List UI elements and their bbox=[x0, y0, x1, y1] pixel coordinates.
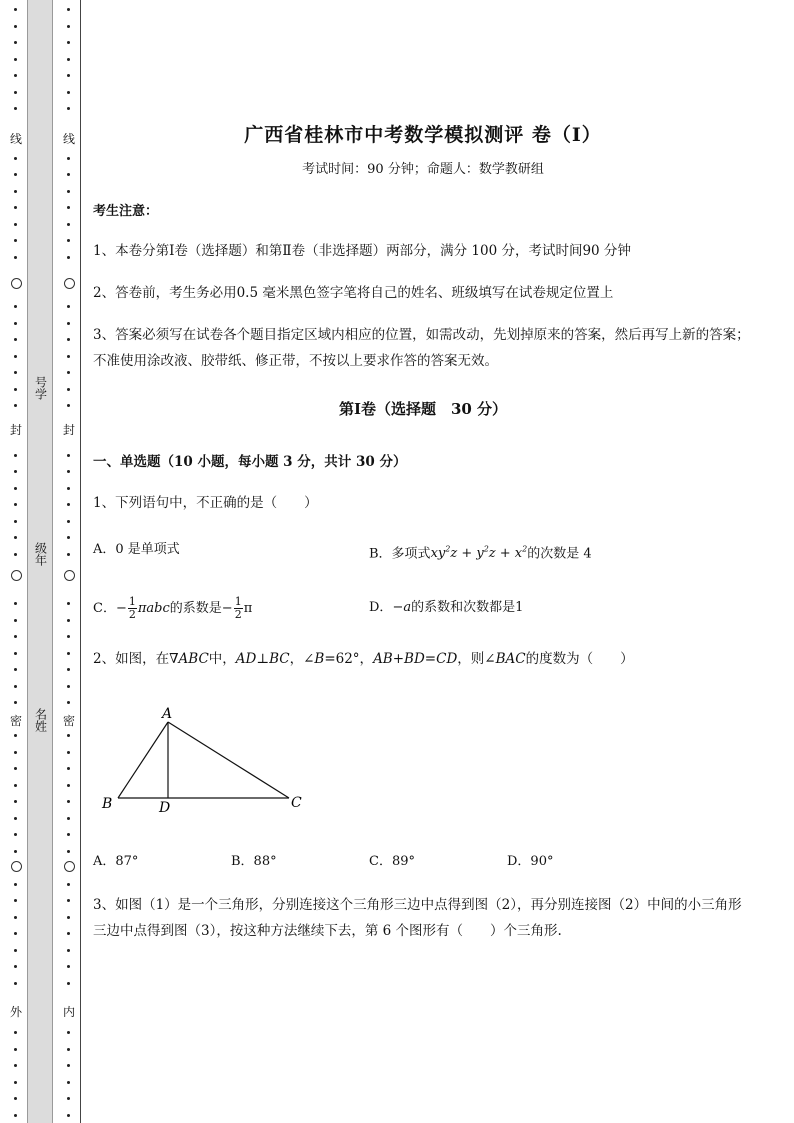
q1-option-c-prefix: C． bbox=[93, 601, 116, 616]
binding-dot bbox=[14, 916, 17, 919]
q1-option-c-term: πabc bbox=[137, 601, 170, 616]
binding-dot bbox=[14, 1097, 17, 1100]
binding-dot bbox=[14, 553, 17, 556]
q2-option-a: A．87° bbox=[93, 854, 139, 869]
inner-dotted-line bbox=[63, 0, 75, 1123]
binding-dot bbox=[14, 520, 17, 523]
side-ac bbox=[168, 722, 289, 798]
binding-dot bbox=[67, 1031, 70, 1034]
binding-dot bbox=[14, 41, 17, 44]
binding-dot bbox=[14, 899, 17, 902]
binding-dot bbox=[14, 388, 17, 391]
binding-dot bbox=[67, 602, 70, 605]
binding-dot bbox=[67, 949, 70, 952]
question-1-stem: 1、下列语句中，不正确的是（ ） bbox=[93, 495, 318, 511]
binding-dot bbox=[14, 58, 17, 61]
binding-dot bbox=[67, 487, 70, 490]
binding-dot bbox=[67, 965, 70, 968]
q1-option-d-term: −a bbox=[392, 600, 412, 615]
binding-dot bbox=[14, 668, 17, 671]
section-title: 第Ⅰ卷（选择题 30 分） bbox=[338, 400, 508, 418]
q2-stem-suffix: 的度数为（ ） bbox=[525, 651, 634, 667]
binding-dot bbox=[67, 668, 70, 671]
outer-mark-xian: 线 bbox=[10, 132, 23, 146]
binding-dot bbox=[14, 784, 17, 787]
binding-dot bbox=[14, 470, 17, 473]
binding-dot bbox=[67, 833, 70, 836]
q1-option-b bbox=[369, 540, 592, 564]
student-id-text: 号学 bbox=[33, 376, 48, 400]
q1-option-d-suffix: 的系数和次数都是1 bbox=[411, 600, 524, 615]
binding-dot bbox=[14, 685, 17, 688]
outer-mark-feng: 封 bbox=[10, 423, 23, 437]
q2-option-c: C．89° bbox=[369, 854, 415, 869]
binding-dot bbox=[14, 1081, 17, 1084]
binding-dot bbox=[14, 751, 17, 754]
binding-dot bbox=[14, 1048, 17, 1051]
binding-dot bbox=[67, 652, 70, 655]
outer-circle-icon bbox=[11, 278, 22, 289]
binding-dot bbox=[67, 322, 70, 325]
binding-dot bbox=[67, 190, 70, 193]
binding-dot bbox=[14, 883, 17, 886]
binding-dot bbox=[14, 190, 17, 193]
notice-heading: 考生注意： bbox=[93, 204, 159, 219]
binding-dot bbox=[67, 1097, 70, 1100]
binding-dot bbox=[67, 404, 70, 407]
binding-dot bbox=[67, 701, 70, 704]
binding-dot bbox=[67, 619, 70, 622]
q1-option-b-polynomial: $xy^2z + y^2z + x^2$ bbox=[430, 545, 528, 562]
binding-dot bbox=[14, 322, 17, 325]
binding-dot bbox=[14, 850, 17, 853]
binding-dot bbox=[67, 553, 70, 556]
binding-dot bbox=[67, 355, 70, 358]
grade-text: 级年 bbox=[33, 542, 48, 566]
outer-circle-icon bbox=[11, 570, 22, 581]
binding-dot bbox=[67, 239, 70, 242]
notice-item-1: 1、本卷分第Ⅰ卷（选择题）和第Ⅱ卷（非选择题）两部分，满分 100 分，考试时间90 分钟 bbox=[93, 243, 631, 259]
outer-mark-wai: 外 bbox=[10, 1005, 23, 1019]
binding-dot bbox=[67, 25, 70, 28]
binding-dot bbox=[67, 173, 70, 176]
inner-mark-xian: 线 bbox=[63, 132, 76, 146]
binding-dot bbox=[14, 74, 17, 77]
binding-dot bbox=[67, 74, 70, 77]
name-label bbox=[30, 708, 50, 736]
binding-dot bbox=[14, 223, 17, 226]
inner-mark-feng: 封 bbox=[63, 423, 76, 437]
binding-dot bbox=[14, 602, 17, 605]
binding-dot bbox=[14, 982, 17, 985]
binding-dot bbox=[67, 338, 70, 341]
binding-dot bbox=[14, 734, 17, 737]
binding-dot bbox=[67, 503, 70, 506]
binding-dot bbox=[67, 454, 70, 457]
binding-dot bbox=[14, 817, 17, 820]
binding-dot bbox=[14, 949, 17, 952]
binding-dot bbox=[67, 58, 70, 61]
binding-dot bbox=[14, 355, 17, 358]
grade-label bbox=[30, 542, 50, 570]
q1-option-c-mid: 的系数是 bbox=[169, 601, 222, 616]
binding-dot bbox=[14, 1031, 17, 1034]
part-heading: 一、单选题（10 小题，每小题 3 分，共计 30 分） bbox=[93, 454, 407, 470]
vertex-b-label: B bbox=[102, 796, 113, 812]
binding-dot bbox=[14, 503, 17, 506]
binding-dot bbox=[67, 256, 70, 259]
outer-dotted-line bbox=[10, 0, 22, 1123]
binding-dot bbox=[67, 817, 70, 820]
binding-dot bbox=[67, 916, 70, 919]
binding-dot bbox=[67, 899, 70, 902]
binding-dot bbox=[14, 701, 17, 704]
binding-dot bbox=[67, 41, 70, 44]
outer-circle-icon bbox=[11, 861, 22, 872]
binding-dot bbox=[67, 223, 70, 226]
binding-dot bbox=[67, 932, 70, 935]
binding-dot bbox=[67, 784, 70, 787]
page-title: 广西省桂林市中考数学模拟测评 卷（Ⅰ） bbox=[244, 124, 602, 146]
side-ab bbox=[118, 722, 168, 798]
binding-dot bbox=[14, 965, 17, 968]
triangle-figure bbox=[93, 700, 323, 820]
q1-option-b-suffix: 的次数是 4 bbox=[527, 546, 592, 562]
binding-dot bbox=[67, 470, 70, 473]
fraction-half: $\frac{1}{2}$ bbox=[128, 595, 136, 621]
binding-dot bbox=[67, 305, 70, 308]
binding-dot bbox=[14, 25, 17, 28]
binding-dot bbox=[14, 536, 17, 539]
binding-dot bbox=[67, 8, 70, 11]
question-2-stem: 2、如图，在∇ABC中，AD⊥BC，∠B=62°，AB+BD=CD，则∠BAC的度数为（ ） bbox=[93, 651, 634, 667]
vertex-a-label: A bbox=[162, 706, 173, 722]
binding-dot bbox=[67, 536, 70, 539]
exam-subtitle: 考试时间：90 分钟；命题人：数学教研组 bbox=[302, 162, 544, 177]
q2-stem-prefix: 2、如图，在 bbox=[93, 651, 170, 667]
binding-dot bbox=[67, 751, 70, 754]
point-d-label: D bbox=[159, 800, 171, 816]
binding-dot bbox=[67, 883, 70, 886]
binding-dot bbox=[14, 107, 17, 110]
binding-dot bbox=[14, 256, 17, 259]
binding-dot bbox=[67, 982, 70, 985]
binding-dot bbox=[14, 932, 17, 935]
binding-dot bbox=[14, 454, 17, 457]
binding-margin bbox=[0, 0, 82, 1123]
student-id-label bbox=[30, 376, 50, 404]
binding-dot bbox=[14, 635, 17, 638]
binding-dot bbox=[67, 107, 70, 110]
binding-dot bbox=[14, 619, 17, 622]
q1-option-d bbox=[369, 598, 523, 618]
binding-dot bbox=[67, 388, 70, 391]
binding-dot bbox=[14, 1114, 17, 1117]
binding-dot bbox=[14, 487, 17, 490]
binding-dot bbox=[14, 338, 17, 341]
q1-option-a: A．0 是单项式 bbox=[93, 542, 180, 557]
notice-item-3: 3、答案必须写在试卷各个题目指定区域内相应的位置，如需改动，先划掉原来的答案，然后再写上新的答案；不准使用涂改液、胶带纸、修正带，不按以上要求作答的答案无效。 bbox=[93, 327, 750, 369]
binding-dot bbox=[14, 404, 17, 407]
binding-dot bbox=[67, 520, 70, 523]
binding-dot bbox=[14, 800, 17, 803]
binding-dot bbox=[67, 800, 70, 803]
binding-dot bbox=[14, 1064, 17, 1067]
q1-option-d-prefix: D． bbox=[369, 600, 393, 615]
q2-conditions: ∇ABC bbox=[169, 651, 209, 667]
binding-dot bbox=[67, 635, 70, 638]
binding-dot bbox=[14, 91, 17, 94]
q1-option-b-prefix: B．多项式 bbox=[369, 546, 431, 562]
binding-dot bbox=[14, 833, 17, 836]
binding-dot bbox=[67, 1114, 70, 1117]
inner-circle-icon bbox=[64, 278, 75, 289]
binding-dot bbox=[14, 173, 17, 176]
binding-dot bbox=[67, 371, 70, 374]
fraction-half: $\frac{1}{2}$ bbox=[234, 595, 242, 621]
binding-dot bbox=[67, 1081, 70, 1084]
binding-dot bbox=[67, 1064, 70, 1067]
binding-dot bbox=[67, 91, 70, 94]
binding-dot bbox=[14, 305, 17, 308]
inner-circle-icon bbox=[64, 570, 75, 581]
inner-mark-nei: 内 bbox=[63, 1005, 76, 1019]
binding-dot bbox=[14, 371, 17, 374]
binding-dot bbox=[67, 157, 70, 160]
name-text: 名姓 bbox=[33, 708, 48, 732]
notice-item-2: 2、答卷前，考生务必用0.5 毫米黑色签字笔将自己的姓名、班级填写在试卷规定位置上 bbox=[93, 285, 614, 301]
binding-dot bbox=[14, 239, 17, 242]
binding-dot bbox=[67, 850, 70, 853]
binding-dot bbox=[67, 1048, 70, 1051]
binding-dot bbox=[14, 157, 17, 160]
outer-mark-mi: 密 bbox=[10, 714, 23, 728]
binding-dot bbox=[67, 767, 70, 770]
inner-mark-mi: 密 bbox=[63, 714, 76, 728]
binding-dot bbox=[14, 652, 17, 655]
margin-rule bbox=[80, 0, 81, 1123]
binding-dot bbox=[67, 206, 70, 209]
binding-dot bbox=[14, 8, 17, 11]
q1-option-c: C．− $\frac{1}{2}$ πabc的系数是− $\frac{1}{2}$ π bbox=[93, 595, 253, 621]
binding-dot bbox=[14, 206, 17, 209]
binding-dot bbox=[67, 685, 70, 688]
binding-dot bbox=[14, 767, 17, 770]
inner-circle-icon bbox=[64, 861, 75, 872]
vertex-c-label: C bbox=[291, 795, 302, 811]
question-3-stem: 3、如图（1）是一个三角形，分别连接这个三角形三边中点得到图（2），再分别连接图（2）中间的小三角形三边中点得到图（3），按这种方法继续下去，第 6 个图形有（ ）个三角形. bbox=[93, 897, 742, 939]
binding-dot bbox=[67, 734, 70, 737]
q2-option-d: D．90° bbox=[507, 854, 554, 869]
q2-option-b: B．88° bbox=[231, 854, 277, 869]
